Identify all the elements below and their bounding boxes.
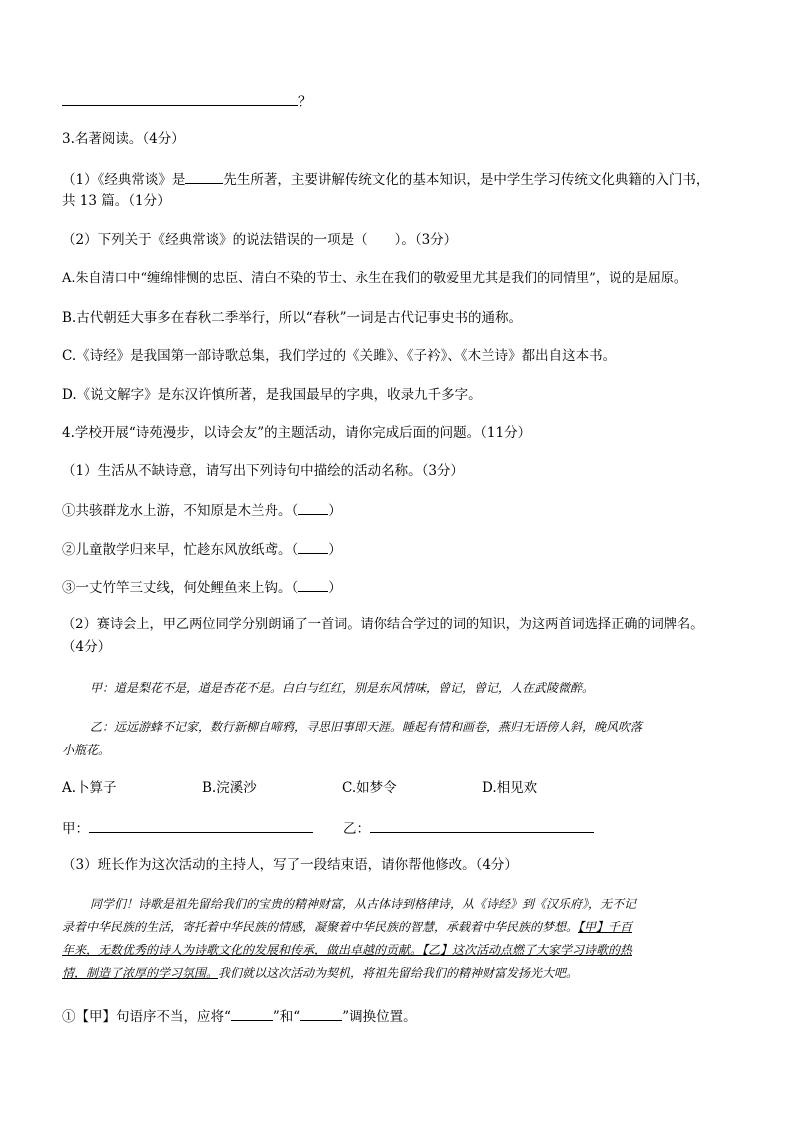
- verse-3-blank[interactable]: [298, 577, 328, 592]
- author-blank[interactable]: [185, 169, 223, 184]
- choice-b[interactable]: B.浣溪沙: [202, 780, 257, 796]
- verse-2: ②儿童散学归来早，忙趁东风放纸鸢。（ ）: [62, 539, 342, 559]
- q4-part2-line2: （4分）: [62, 639, 112, 655]
- choice-c[interactable]: C.如梦令: [342, 780, 397, 796]
- poem-yi-line1: 乙：远远游蜂不记家，数行新柳自啼鸦，寻思旧事即天涯。睡起有情和画卷，燕归无语傍人斜，晚风吹落: [90, 720, 643, 734]
- fix-blank-2[interactable]: [300, 1006, 342, 1021]
- question-mark: ？: [298, 94, 312, 110]
- closing-para-line2: 录着中华民族的生活，寄托着中华民族的情感，凝聚着中华民族的智慧，承载着中华民族的梦想。【甲】千百: [62, 920, 633, 934]
- verse-2-blank[interactable]: [298, 539, 328, 554]
- blank-line[interactable]: [62, 91, 298, 106]
- answer-line-top: [62, 91, 312, 111]
- answer-jia-blank[interactable]: [89, 818, 313, 833]
- poem-yi-line2: 小瓶花。: [62, 743, 111, 757]
- q3-heading: 3.名著阅读。（4分）: [62, 131, 185, 147]
- fix-blank-1[interactable]: [231, 1006, 273, 1021]
- q3-option-b: B.古代朝廷大事多在春秋二季举行，所以“春秋”一词是古代记事史书的通称。: [62, 310, 523, 326]
- sentence-yi: 【乙】这次活动点燃了大家学习诗歌的热: [422, 943, 633, 957]
- q3-option-a: A.朱自清口中“缠绵悱恻的忠臣、清白不染的节士、永生在我们的敬爱里尤其是我们的同情里”，说的是屈原。: [62, 271, 687, 286]
- q4-part2-line1: （2）赛诗会上，甲乙两位同学分别朗诵了一首词。请你结合学过的词的知识，为这两首词选择正确的词牌名。: [62, 617, 704, 632]
- choice-d[interactable]: D.相见欢: [482, 780, 538, 796]
- q3-part2: （2）下列关于《经典常谈》的说法错误的一项是（ ）。（3分）: [62, 232, 458, 248]
- q4-part3: （3）班长作为这次活动的主持人，写了一段结束语，请你帮他修改。（4分）: [62, 857, 518, 873]
- q3-option-d: D.《说文解字》是东汉许慎所著，是我国最早的字典，收录九千多字。: [62, 387, 482, 403]
- answer-jia: 甲：: [62, 818, 313, 838]
- q3-part1-line2: 共 13 篇。（1分）: [62, 193, 171, 209]
- sentence-jia-cont: 年来，无数优秀的诗人为诗歌文化的发展和传承，做出卓越的贡献。: [62, 943, 423, 957]
- q3-option-c: C.《诗经》是我国第一部诗歌总集，我们学过的《关雎》、《子衿》、《木兰诗》都出自这本书。: [62, 348, 617, 364]
- poem-jia: 甲：道是梨花不是，道是杏花不是。白白与红红，别是东风情味，曾记，曾记，人在武陵微醉。: [90, 681, 595, 695]
- q4-heading: 4.学校开展“诗苑漫步，以诗会友”的主题活动，请你完成后面的问题。（11分）: [62, 425, 532, 441]
- choice-a[interactable]: A.卜算子: [62, 780, 117, 796]
- answer-yi-blank[interactable]: [370, 818, 594, 833]
- closing-para-line4: 情，制造了浓厚的学习氛围。我们就以这次活动为契机，将祖先留给我们的精神财富发扬光大吧。: [62, 966, 579, 980]
- sentence-jia: 【甲】千百: [578, 920, 633, 934]
- verse-1-blank[interactable]: [298, 500, 328, 515]
- verse-3: ③一丈竹竿三丈线，何处鲤鱼来上钩。（ ）: [62, 577, 342, 597]
- answer-yi: 乙：: [343, 818, 594, 838]
- sentence-yi-cont: 情，制造了浓厚的学习氛围。: [62, 966, 219, 980]
- q3-part1: （1）《经典常谈》是 先生所著，主要讲解传统文化的基本知识，是中学生学习传统文化典籍的入门书，: [62, 169, 709, 189]
- fix-question: ①【甲】句语序不当，应将“ ”和“ ”调换位置。: [62, 1006, 417, 1026]
- q4-part1: （1）生活从不缺诗意，请写出下列诗句中描绘的活动名称。（3分）: [62, 463, 464, 479]
- verse-1: ①共骇群龙水上游，不知原是木兰舟。（ ）: [62, 500, 342, 520]
- closing-para-line1: 同学们！诗歌是祖先留给我们的宝贵的精神财富，从古体诗到格律诗，从《诗经》到《汉乐府》，无不记: [90, 897, 637, 911]
- closing-para-line3: [62, 941, 632, 959]
